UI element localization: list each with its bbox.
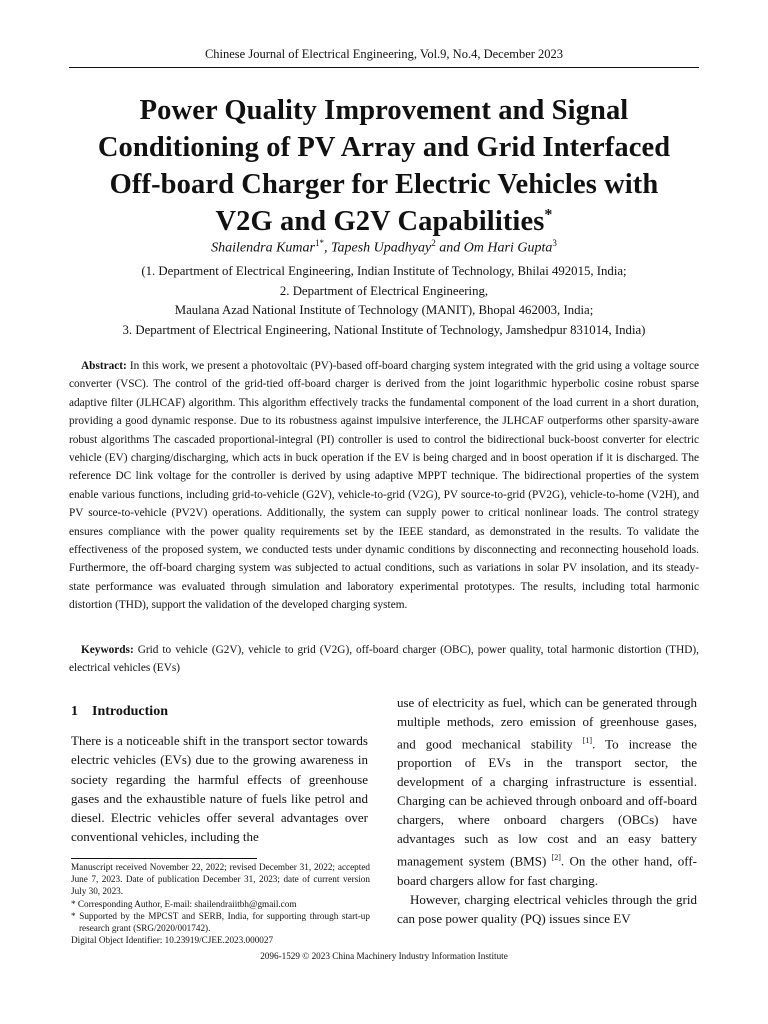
title-footnote-mark: * <box>544 206 553 224</box>
affiliation-line: 3. Department of Electrical Engineering, National Institute of Technology, Jamshedpur 831014, India) <box>122 322 646 337</box>
affiliation-line: (1. Department of Electrical Engineering, Indian Institute of Technology, Bhilai 492015, India; <box>141 264 627 278</box>
keywords <box>69 641 699 678</box>
left-column <box>71 702 368 846</box>
paper-title <box>60 92 708 240</box>
section-heading <box>71 702 368 721</box>
author-separator: , <box>323 240 331 256</box>
author-2: Tapesh Upadhyay <box>330 240 432 256</box>
right-column <box>397 693 697 928</box>
intro-paragraph-2: However, charging electrical vehicles through the grid can pose power quality (PQ) issues since EV <box>397 891 697 926</box>
abstract-text: In this work, we present a photovoltaic (PV)-based off-board charging system integrated with the grid using a voltage source converter (VSC). The control of the grid-tied off-board charger is derived from the joint logarithmic hyperbolic cosine robust sparse adaptive filter (JLHCAF) algorithm. This algorithm effectively tracks the fundamental component of the load current in a short duration, providing a good dynamic response. Due to its robustness against impulsive interference, the JLHCAF outperforms other sparsity-aware robust algorithms The cascaded proportional-integral (PI) controller is used to control the bidirectional buck-boost converter for electric vehicle (EV) charging/discharging, which acts in buck operation if the EV is being charged and in boost operation if it is discharged. The reference DC link voltage for the controller is derived by using adaptive MPPT technique. The bidirectional properties of the system enable various functions, including grid-to-vehicle (G2V), vehicle-to-grid (V2G), PV source-to-grid (PV2G), vehicle-to-home (V2H), and PV source-to-vehicle (PV2V) operations. Additionally, the system can supply power to critical nonlinear loads. The control strategy ensures compliance with the power quality requirements set by the IEEE standard, as demonstrated in the results. To validate the effectiveness of the proposed system, we conducted tests under dynamic conditions by disconnecting and reconnecting household loads. Furthermore, the off-board charging system was subjected to actual conditions, such as variations in solar PV insolation, and its steady-state performance was evaluated through simulation and laboratory experimental prototypes. The results, including total harmonic distortion (THD), support the validation of the developed charging system. <box>69 360 699 612</box>
footnote-corresponding: * Corresponding Author, E-mail: shailendraiitbh@gmail.com <box>71 898 297 909</box>
header-rule <box>69 67 699 68</box>
author-3: Om Hari Gupta <box>463 240 553 256</box>
author-list <box>0 238 768 257</box>
footnotes <box>71 861 370 946</box>
running-head: Chinese Journal of Electrical Engineering, Vol.9, No.4, December 2023 <box>204 47 564 61</box>
title-line-4 <box>60 203 708 240</box>
author-conjunction: and <box>435 240 464 256</box>
footnote-rule <box>71 858 257 859</box>
author-1-affil: 1* <box>314 238 324 248</box>
footnote-support: * Supported by the MPCST and SERB, India, for supporting through start-up research grant (SRG/2020/001742). <box>71 910 370 934</box>
abstract <box>69 357 699 615</box>
keywords-label: Keywords: <box>81 644 134 656</box>
body-text: . To increase the proportion of EVs in the transport sector, the development of a charging infrastructure is essential. Charging can be achieved through onboard and off-board chargers, where onboard chargers (OBCs) have advantages such as low cost and an easy battery management system (BMS) <box>397 736 698 869</box>
title-line-1: Power Quality Improvement and Signal <box>139 95 629 126</box>
affiliation-line: Maulana Azad National Institute of Technology (MANIT), Bhopal 462003, India; <box>174 303 594 317</box>
section-number: 1 <box>71 704 78 719</box>
title-line-4-text: V2G and G2V Capabilities <box>215 206 545 237</box>
footnote-received: Manuscript received November 22, 2022; revised December 31, 2022; accepted June 7, 2023. Date of publication December 31, 2023; date of current version July 30, 2023. <box>71 862 370 897</box>
title-line-3: Off-board Charger for Electric Vehicles with <box>109 169 659 200</box>
affiliations <box>40 262 728 340</box>
author-3-affil: 3 <box>552 238 557 248</box>
footnote-doi: Digital Object Identifier: 10.23919/CJEE.2023.000027 <box>71 935 274 946</box>
section-title: Introduction <box>92 704 168 719</box>
author-2-affil: 2 <box>431 238 436 248</box>
author-1: Shailendra Kumar <box>211 240 315 256</box>
citation-ref: [2] <box>551 853 561 863</box>
keywords-text: Grid to vehicle (G2V), vehicle to grid (V2G), off-board charger (OBC), power quality, total harmonic distortion (THD), electrical vehicles (EVs) <box>69 644 699 675</box>
intro-paragraph-1: There is a noticeable shift in the transport sector towards electric vehicles (EVs) due to the growing awareness in society regarding the harmful effects of greenhouse gases and the exhaustible nature of fuels like petrol and diesel. Electric vehicles offer several advantages over conventional vehicles, including the <box>71 733 368 845</box>
citation-ref: [1] <box>582 736 593 745</box>
page-footer: 2096-1529 © 2023 China Machinery Industry Information Institute <box>260 951 508 961</box>
title-line-2: Conditioning of PV Array and Grid Interfaced <box>97 132 671 163</box>
body-text: use of electricity as fuel, which can be generated through multiple methods, zero emission of greenhouse gases, and good mechanical stability <box>397 695 697 752</box>
affiliation-line: 2. Department of Electrical Engineering, <box>279 283 489 298</box>
abstract-label: Abstract: <box>81 360 127 372</box>
body-text: . On the other hand, off-board chargers allow for fast charging. <box>397 853 697 888</box>
intro-paragraph-1-cont <box>397 693 697 890</box>
